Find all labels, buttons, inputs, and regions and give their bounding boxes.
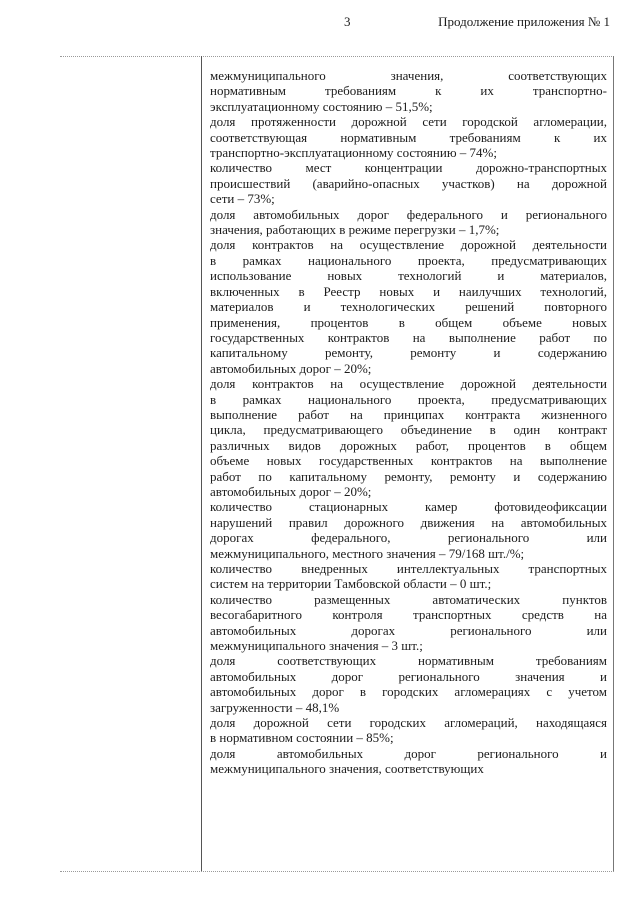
indicator-line: значения, работающих в режиме перегрузки – 1,7%; [210,222,500,238]
table-right-border [613,56,614,871]
indicator-line: в нормативном состоянии – 85%; [210,730,394,746]
indicator-entry [210,499,607,561]
indicator-line: происшествий (аварийно-опасных участков) на дорожной [210,175,607,191]
indicator-line: сети – 73%; [210,191,275,207]
indicator-line: доля автомобильных дорог регионального и [210,745,607,761]
indicator-line: материалов и технологических решений повторного [210,299,607,315]
indicator-entry [210,68,607,114]
indicator-entry [210,561,607,592]
indicator-line: автомобильных дорог регионального значения и [210,668,607,684]
indicator-line: количество внедренных интеллектуальных транспортных [210,561,607,576]
indicator-line: доля протяженности дорожной сети городской агломерации, [210,114,607,130]
indicator-line: работ по капитальному ремонту, ремонту и содержанию [210,468,607,484]
table-bottom-border [60,871,614,872]
indicator-line: транспортно-эксплуатационному состоянию – 74%; [210,145,497,161]
indicator-line: автомобильных дорог – 20%; [210,360,372,376]
indicators-column [210,68,607,777]
indicator-line: использование новых технологий и материалов, [210,268,607,284]
indicator-line: количество мест концентрации дорожно-транспортных [210,160,607,176]
indicator-line: в рамках национального проекта, предусматривающих [210,391,607,407]
indicator-line: капитальному ремонту, ремонту и содержанию [210,345,607,361]
indicator-line: систем на территории Тамбовской области – 0 шт.; [210,576,492,592]
indicator-line: различных видов дорожных работ, процентов в общем [210,437,607,453]
indicator-entry [210,376,607,499]
indicator-entry [210,715,607,746]
indicator-line: объеме новых государственных контрактов на выполнение [210,453,607,469]
indicator-line: межмуниципального, местного значения – 79/168 шт./%; [210,545,525,561]
appendix-continuation-note: Продолжение приложения № 1 [438,14,610,29]
indicator-line: эксплуатационному состоянию – 51,5%; [210,98,433,114]
indicator-line: доля дорожной сети городских агломераций, находящаяся [210,715,607,731]
indicator-line: количество размещенных автоматических пунктов [210,591,607,607]
indicator-line: весогабаритного контроля транспортных средств на [210,607,607,623]
indicator-line: нарушений правил дорожного движения на автомобильных [210,514,607,530]
indicator-entry [210,746,607,777]
table-top-border [60,56,614,57]
indicator-line: автомобильных дорогах регионального или [210,622,607,638]
indicator-line: доля контрактов на осуществление дорожной деятельности [210,237,607,253]
indicator-line: в рамках национального проекта, предусматривающих [210,252,607,268]
indicator-line: количество стационарных камер фотовидеофиксации [210,499,607,515]
indicator-entry [210,592,607,654]
indicator-line: межмуниципального значения, соответствующих [210,68,607,83]
indicator-line: автомобильных дорог в городских агломерациях с учетом [210,684,607,700]
indicator-line: включенных в Реестр новых и наилучших технологий, [210,283,607,299]
indicator-line: соответствующая нормативным требованиям к их [210,129,607,145]
indicator-line: загруженности – 48,1% [210,699,340,715]
indicator-line: государственных контрактов на выполнение работ по [210,329,607,345]
indicator-entry [210,114,607,160]
indicator-line: доля контрактов на осуществление дорожной деятельности [210,376,607,392]
indicator-line: доля соответствующих нормативным требованиям [210,653,607,669]
indicator-entry [210,237,607,376]
page-number: 3 [344,14,351,29]
indicator-line: дорогах федерального, регионального или [210,530,607,546]
indicator-line: межмуниципального значения – 3 шт.; [210,638,423,654]
table-column-divider [201,56,202,871]
indicator-line: применения, процентов в общем объеме новых [210,314,607,330]
indicator-entry [210,207,607,238]
indicator-line: доля автомобильных дорог федерального и регионального [210,206,607,222]
indicator-entry [210,160,607,206]
indicator-line: межмуниципального значения, соответствующих [210,761,484,777]
indicator-line: цикла, предусматривающего объединение в один контракт [210,422,607,438]
indicator-line: нормативным требованиям к их транспортно- [210,83,607,99]
indicator-entry [210,653,607,715]
indicator-line: автомобильных дорог – 20%; [210,483,372,499]
indicator-line: выполнение работ на принципах контракта жизненного [210,406,607,422]
